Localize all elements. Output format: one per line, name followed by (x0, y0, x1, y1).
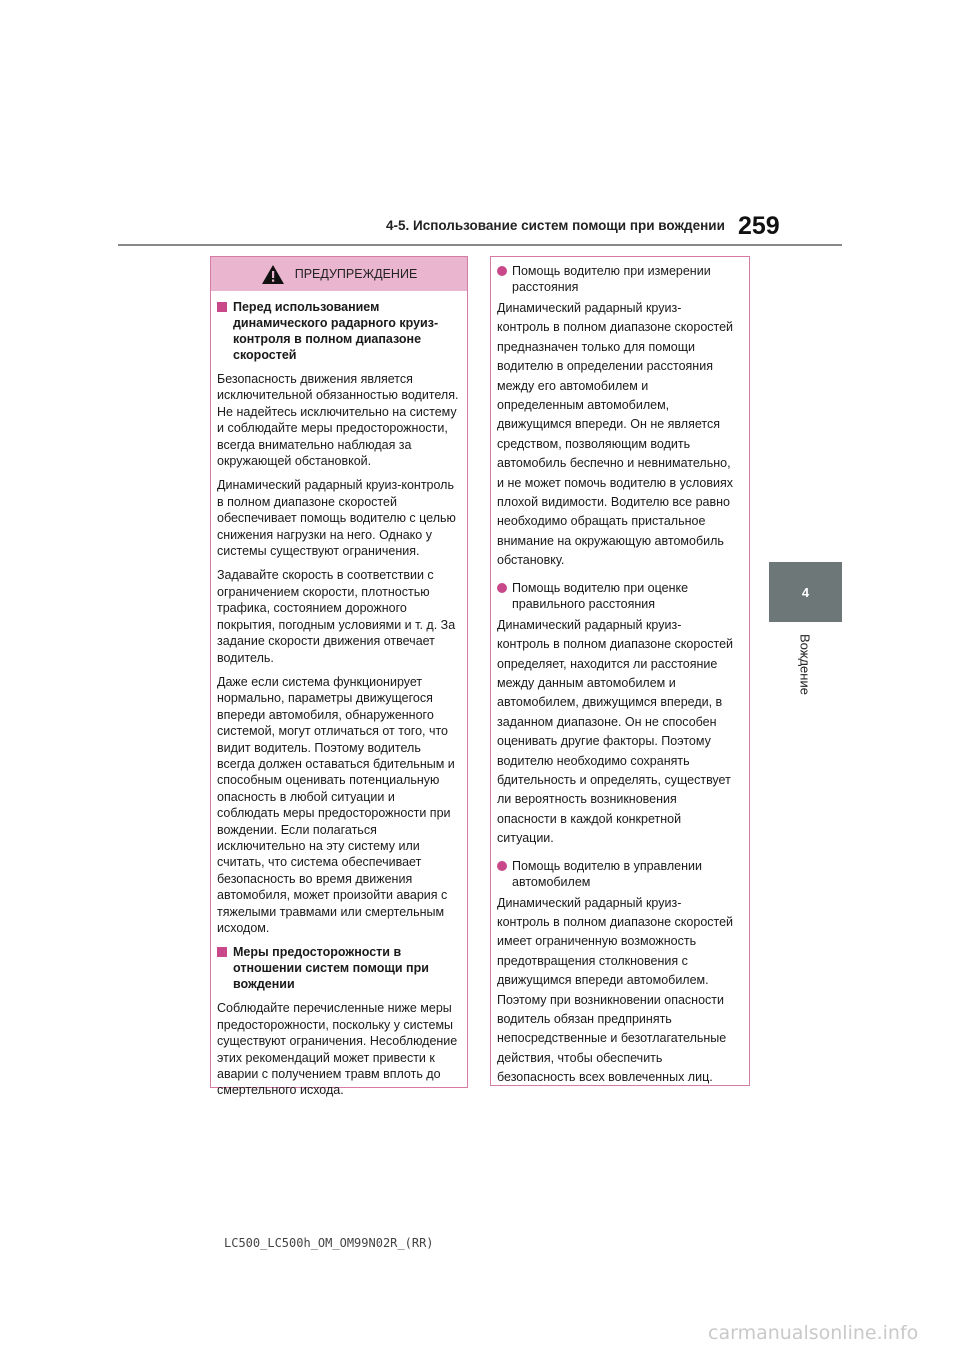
info-item-line: между его автомобилем и (497, 378, 649, 393)
header-rule (118, 244, 842, 246)
chapter-label (760, 634, 850, 714)
info-item-line: действия, чтобы обеспечить (497, 1050, 663, 1065)
info-item-line: движущимся впереди автомобилем. (497, 973, 709, 988)
info-item-line: безопасность всех вовлеченных лиц. (497, 1070, 713, 1085)
watermark: carmanualsonline.info (708, 1322, 919, 1344)
info-item-line: Динамический радарный круиз- (497, 301, 682, 315)
info-item-title (497, 858, 743, 890)
info-item-line: контроль в полном диапазоне скоростей (497, 320, 734, 335)
info-item-title-text: Помощь водителю при оценке правильного расстояния (512, 580, 689, 611)
warning-triangle-icon (261, 264, 285, 285)
info-item-line: непосредственные и безотлагательные (497, 1031, 727, 1046)
info-item-line: ситуации. (497, 831, 554, 846)
info-item-title (497, 580, 743, 612)
info-item-line: водитель обязан предпринять (497, 1012, 672, 1026)
warning-box (210, 256, 468, 1098)
chapter-tab: 4 (769, 562, 842, 622)
info-item-line: имеет ограниченную возможность (497, 934, 697, 949)
warning-section-title-text: Перед использованием динамического радарного круиз-контроля в полном диапазоне скоростей (233, 300, 439, 362)
info-item-line: внимание на окружающую автомобиль (497, 533, 724, 548)
info-item-line: средством, позволяющим водить (497, 436, 691, 451)
info-item-line: Динамический радарный круиз- (497, 895, 682, 910)
warning-header (211, 257, 467, 291)
info-item-line: предотвращения столкновения с (497, 953, 688, 968)
warning-paragraph: Безопасность движения является исключительной обязанностью водителя. Не надейтесь исключительно на систему и соблюдайте меры предосторожности, всегда внимательно наблюдая за окружающей обстановкой. (217, 372, 459, 469)
warning-paragraph: Даже если система функционирует нормально, параметры движущегося впереди автомобиля, обнаруженного системой, могут отличаться от того, что видит водитель. Поэтому водитель всегда должен оставаться бдительным и способным оценивать потенциальную опасность в любой ситуации и соблюдать меры предосторожности при вождении. Если полагаться исключительно на эту систему или считать, что система обеспечивает безопасность во время движения автомобиля, может произойти авария с тяжелыми травмами или смертельным исходом. (217, 674, 455, 935)
info-item-line: заданном диапазоне. Он не способен (497, 714, 717, 729)
page-number: 259 (738, 212, 780, 240)
circle-bullet-icon (497, 583, 507, 593)
info-item-line: обстановку. (497, 553, 565, 568)
info-item-line: движущимся впереди. Он не является (497, 417, 720, 432)
warning-section-title (217, 299, 459, 363)
info-item-line: необходимо обращать пристальное (497, 514, 706, 529)
info-item-title (497, 263, 743, 295)
square-bullet-icon (217, 947, 227, 957)
info-item-line: Поэтому при возникновении опасности (497, 992, 724, 1007)
section-title: 4-5. Использование систем помощи при вождении (386, 218, 725, 233)
info-item-line: между данным автомобилем и (497, 675, 676, 690)
info-item-line: бдительность и определять, существует (497, 772, 731, 787)
info-item-title-text: Помощь водителю в управлении автомобилем (512, 858, 702, 889)
info-item-line: водителю необходимо сохранять (497, 753, 690, 768)
footer-doc-code: LC500_LC500h_OM_OM99N02R_(RR) (224, 1236, 434, 1250)
info-item-line: предназначен только для помощи (497, 339, 696, 354)
info-item (497, 580, 743, 849)
info-item (497, 263, 743, 571)
info-item-line: опасности в каждой конкретной (497, 811, 682, 826)
info-item-line: определенным автомобилем, (497, 398, 670, 413)
info-item-lines (497, 894, 743, 1088)
info-item-line: водителю в определении расстояния (497, 359, 713, 374)
square-bullet-icon (217, 302, 227, 312)
warning-title: ПРЕДУПРЕЖДЕНИЕ (294, 267, 418, 281)
info-item-line: оценивать другие факторы. Поэтому (497, 734, 711, 749)
info-item-line: автомобилем, движущимся впереди, в (497, 695, 723, 710)
circle-bullet-icon (497, 266, 507, 276)
right-column (490, 256, 750, 1086)
info-item-title-text: Помощь водителю при измерении расстояния (512, 264, 711, 294)
info-item-line: контроль в полном диапазоне скоростей (497, 914, 734, 929)
info-item-line: автомобиль беспечно и невнимательно, (497, 456, 731, 471)
info-item-line: и не может помочь водителю в условиях (497, 475, 733, 490)
info-item-line: определяет, находится ли расстояние (497, 656, 718, 671)
warning-paragraph: Соблюдайте перечисленные ниже меры предосторожности, поскольку у системы существуют ограничения. Несоблюдение этих рекомендаций может привести к аварии с получением травм вплоть до смертельного исхода. (217, 1001, 458, 1098)
info-item-line: контроль в полном диапазоне скоростей (497, 637, 734, 652)
chapter-label-text: Вождение (797, 634, 813, 695)
warning-paragraph: Динамический радарный круиз-контроль в полном диапазоне скоростей обеспечивает помощь водителю с целью снижения нагрузки на него. Однако у системы существуют ограничения. (217, 478, 456, 559)
warning-paragraph: Задавайте скорость в соответствии с ограничением скорости, плотностью трафика, состоянием дорожного покрытия, погодным условиями и т. д. За задание скорости движения отвечает водитель. (217, 568, 456, 665)
info-item (497, 858, 743, 1088)
warning-section-title (217, 944, 459, 992)
info-item-lines (497, 616, 743, 849)
circle-bullet-icon (497, 861, 507, 871)
info-item-line: плохой видимости. Водителю все равно (497, 495, 731, 510)
info-item-line: ли вероятность возникновения (497, 792, 677, 807)
info-item-line: Динамический радарный круиз- (497, 617, 682, 632)
info-item-lines (497, 299, 743, 571)
warning-section-title-text: Меры предосторожности в отношении систем помощи при вождении (233, 945, 429, 992)
